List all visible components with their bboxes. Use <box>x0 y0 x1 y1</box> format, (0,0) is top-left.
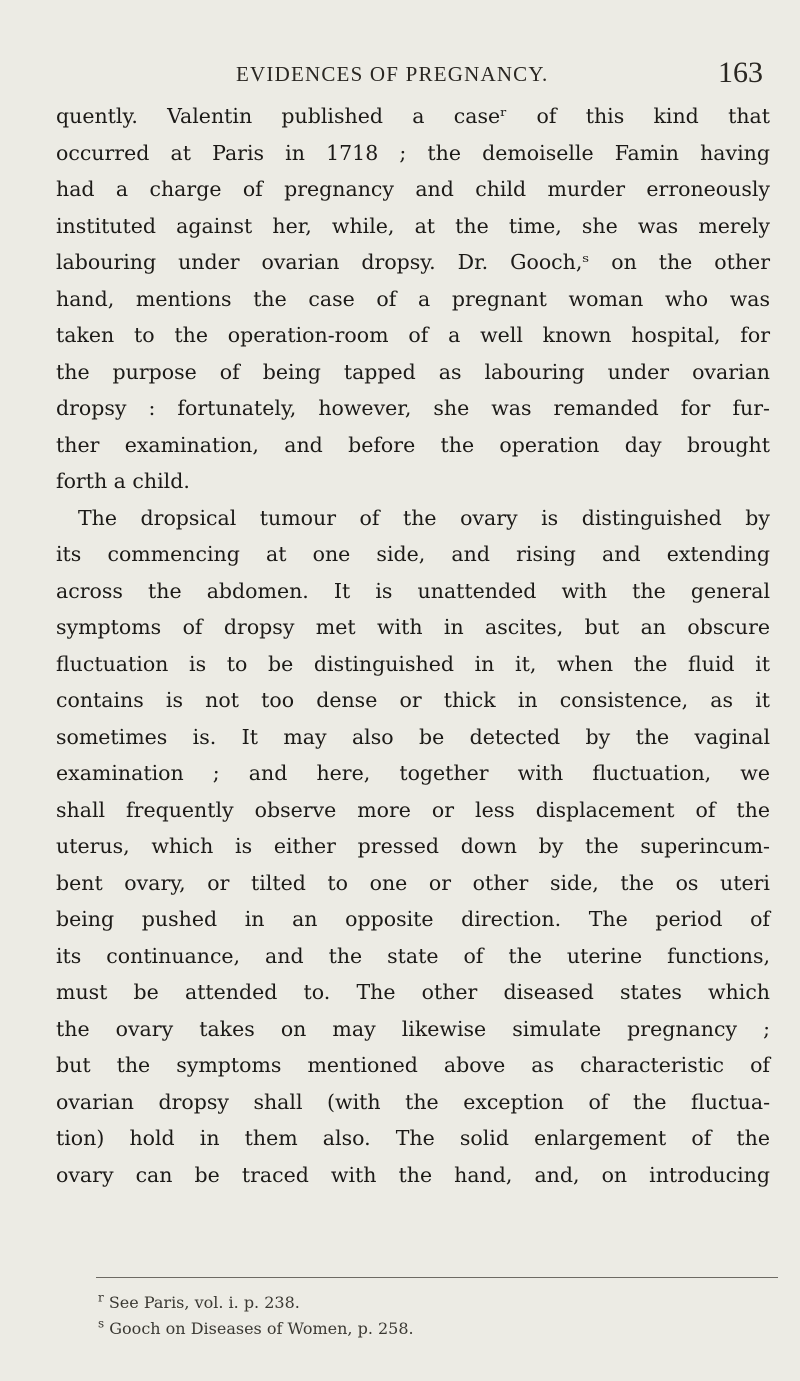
footnote-s <box>98 1316 414 1342</box>
text-line: shall frequently observe more or less displacement of the <box>56 797 770 822</box>
text-line: ovary can be traced with the hand, and, on introducing <box>56 1162 770 1187</box>
text-line: examination ; and here, together with fluctuation, we <box>56 761 770 785</box>
text-line: its commencing at one side, and rising and extending <box>56 542 770 566</box>
running-head: EVIDENCES OF PREGNANCY. <box>236 62 549 86</box>
text-line: tion) hold in them also. The solid enlargement of the <box>56 1126 770 1150</box>
paragraph-start-line: The dropsical tumour of the ovary is distinguished by <box>78 505 770 530</box>
text-line: the purpose of being tapped as labouring under ovarian <box>56 359 770 384</box>
text-line: had a charge of pregnancy and child murder erroneously <box>56 177 770 201</box>
footnote-divider <box>96 1277 778 1278</box>
text-line: dropsy : fortunately, however, she was remanded for fur- <box>56 396 770 420</box>
text-line: must be attended to. The other diseased states which <box>56 980 770 1004</box>
text-line: taken to the operation-room of a well known hospital, for <box>56 323 770 347</box>
text-line: uterus, which is either pressed down by the superincum- <box>56 834 770 858</box>
footnote-text: Gooch on Diseases of Women, p. 258. <box>109 1319 414 1338</box>
text-line: quently. Valentin published a caseʳ of this kind that <box>56 104 770 128</box>
footnote-r <box>98 1290 414 1316</box>
text-line: symptoms of dropsy met with in ascites, but an obscure <box>56 615 770 639</box>
footnote-mark: s <box>98 1316 105 1331</box>
text-line: ovarian dropsy shall (with the exception of the fluctua- <box>56 1089 770 1114</box>
text-line: hand, mentions the case of a pregnant woman who was <box>56 286 770 311</box>
body-text <box>56 98 770 1193</box>
text-line: sometimes is. It may also be detected by the vaginal <box>56 724 770 749</box>
text-line: instituted against her, while, at the time, she was merely <box>56 213 770 238</box>
text-line: ther examination, and before the operation day brought <box>56 432 770 457</box>
text-line: contains is not too dense or thick in consistence, as it <box>56 688 770 712</box>
footnotes <box>98 1290 414 1342</box>
text-line: its continuance, and the state of the uterine functions, <box>56 943 770 968</box>
text-line: across the abdomen. It is unattended with the general <box>56 578 770 603</box>
text-line: forth a child. <box>56 469 190 493</box>
text-line: labouring under ovarian dropsy. Dr. Gooch,ˢ on the other <box>56 250 770 274</box>
text-line: being pushed in an opposite direction. The period of <box>56 907 770 931</box>
text-line: fluctuation is to be distinguished in it, when the fluid it <box>56 651 770 676</box>
text-line: the ovary takes on may likewise simulate pregnancy ; <box>56 1016 770 1041</box>
footnote-mark: r <box>98 1290 104 1305</box>
text-line: bent ovary, or tilted to one or other side, the os uteri <box>56 870 770 895</box>
page-header <box>0 56 800 96</box>
footnote-text: See Paris, vol. i. p. 238. <box>108 1293 300 1312</box>
page-number: 163 <box>718 56 763 89</box>
text-line: but the symptoms mentioned above as characteristic of <box>56 1053 770 1077</box>
text-line: occurred at Paris in 1718 ; the demoiselle Famin having <box>56 140 770 165</box>
